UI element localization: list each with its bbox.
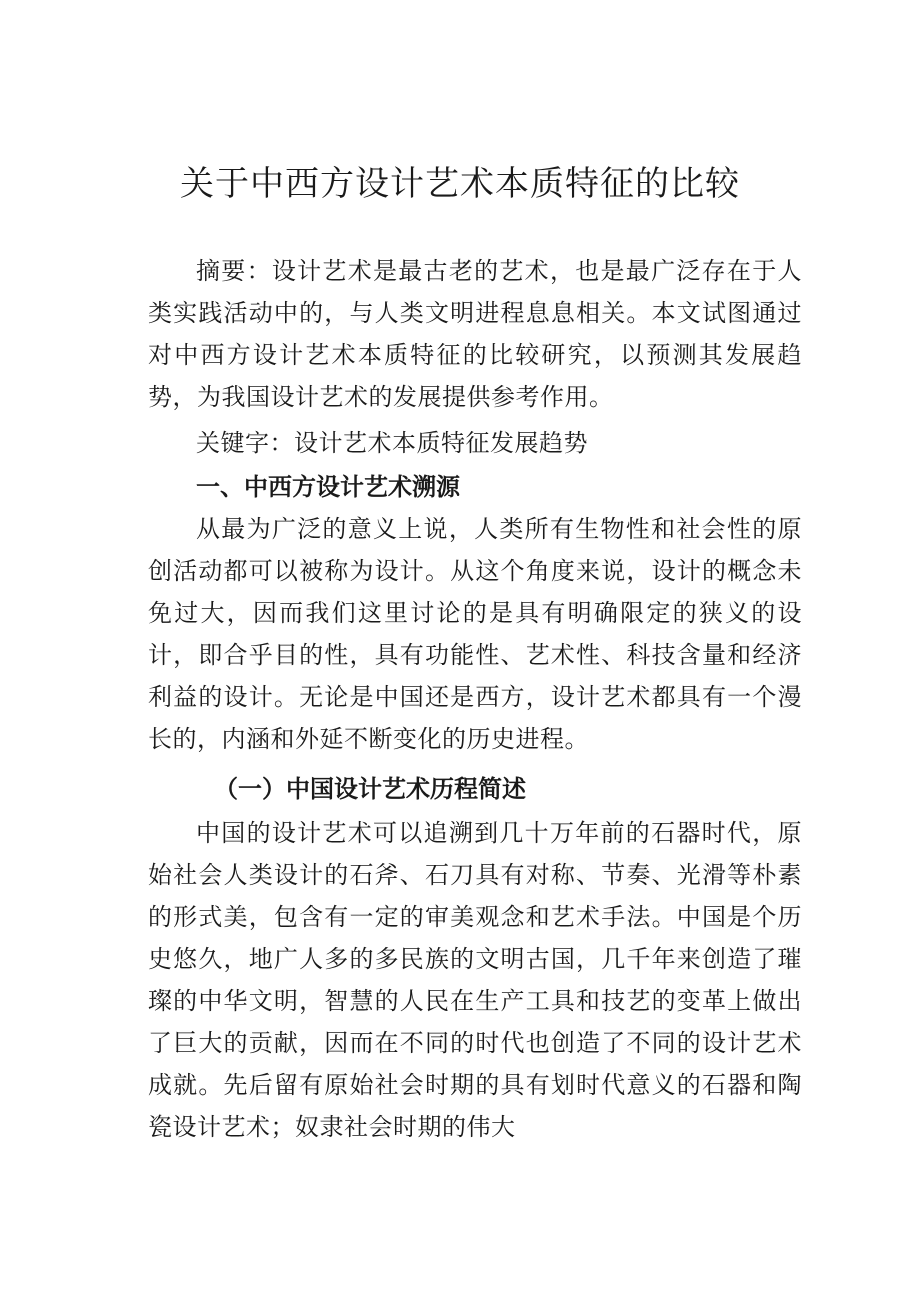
section-paragraph-origins: 从最为广泛的意义上说，人类所有生物性和社会性的原创活动都可以被称为设计。从这个角度来说，设计的概念未免过大，因而我们这里讨论的是具有明确限定的狭义的设计，即合乎目的性，具有功能性、艺术性、科技含量和经济利益的设计。无论是中国还是西方，设计艺术都具有一个漫长的，内涵和外延不断变化的历史进程。 <box>148 515 802 753</box>
keywords-line: 关键字：设计艺术本质特征发展趋势 <box>196 429 588 457</box>
subsection-heading-china: （一）中国设计艺术历程简述 <box>214 774 526 803</box>
subsection-paragraph-china: 中国的设计艺术可以追溯到几十万年前的石器时代，原始社会人类设计的石斧、石刀具有对称、节奏、光滑等朴素的形式美，包含有一定的审美观念和艺术手法。中国是个历史悠久，地广人多的多民族的文明古国，几千年来创造了璀璨的中华文明，智慧的人民在生产工具和技艺的变革上做出了巨大的贡献，因而在不同的时代也创造了不同的设计艺术成就。先后留有原始社会时期的具有划时代意义的石器和陶瓷设计艺术；奴隶社会时期的伟大 <box>148 819 802 1141</box>
abstract-paragraph: 摘要：设计艺术是最古老的艺术，也是最广泛存在于人类实践活动中的，与人类文明进程息息相关。本文试图通过对中西方设计艺术本质特征的比较研究，以预测其发展趋势，为我国设计艺术的发展提供参考作用。 <box>148 257 802 411</box>
document-title: 关于中西方设计艺术本质特征的比较 <box>180 164 740 204</box>
section-heading-origins: 一、中西方设计艺术溯源 <box>196 473 460 501</box>
